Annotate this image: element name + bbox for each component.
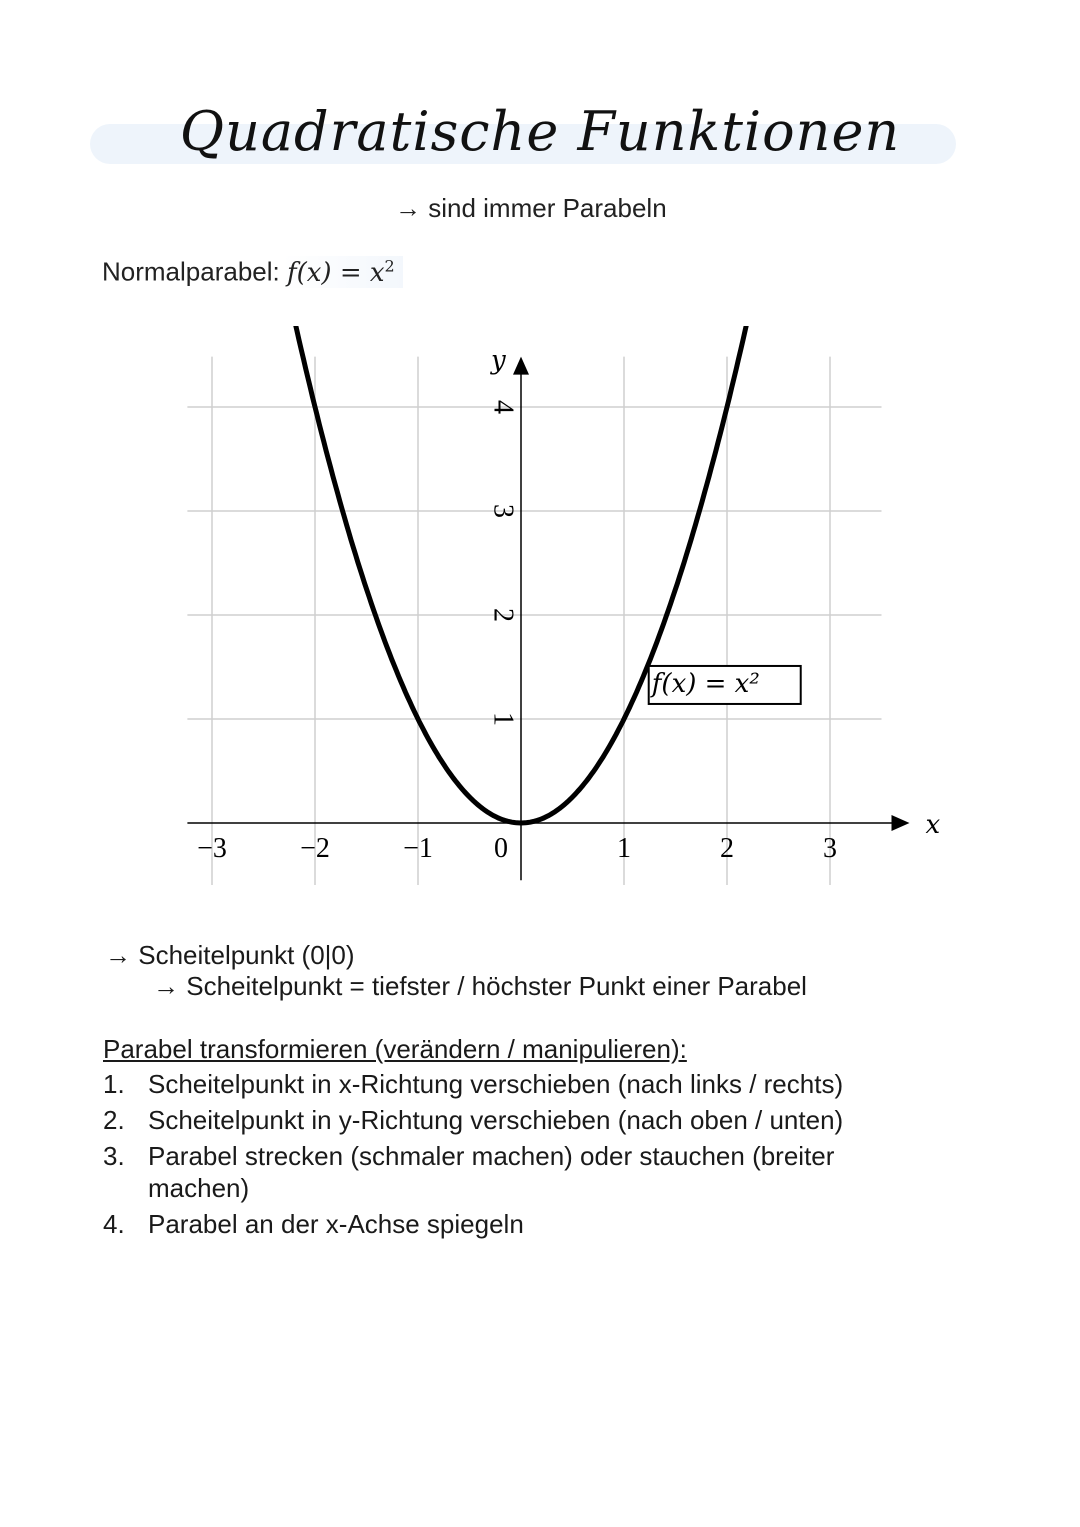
transform-heading: Parabel transformieren (verändern / manipulieren): — [103, 1034, 687, 1064]
step-text: Parabel strecken (schmaler machen) oder stauchen (breiter machen) — [148, 1141, 835, 1203]
vertex-note: → Scheitelpunkt (0|0) — [105, 940, 355, 970]
list-item — [103, 1104, 933, 1136]
step-number: 1. — [103, 1069, 125, 1099]
normal-formula-base: f(x) = x — [286, 257, 385, 288]
vertex-definition: → Scheitelpunkt = tiefster / höchster Punkt einer Parabel — [153, 971, 807, 1001]
annotation-text: f(x) = x² — [651, 668, 760, 699]
chart-tick-labels — [197, 400, 837, 864]
page-title: Quadratische Funktionen — [179, 100, 901, 163]
x-tick-label: −3 — [197, 833, 227, 864]
chart-axes — [187, 357, 909, 881]
x-tick-label: −1 — [403, 833, 433, 864]
function-annotation — [649, 666, 801, 704]
x-axis-label: x — [925, 810, 941, 840]
x-axis-arrow — [892, 815, 910, 831]
x-tick-label: 2 — [720, 833, 734, 864]
step-text: Scheitelpunkt in y-Richtung verschieben (nach oben / unten) — [148, 1105, 844, 1135]
x-tick-label: 0 — [494, 833, 508, 864]
step-text: Parabel an der x-Achse spiegeln — [148, 1209, 524, 1239]
y-axis-label: y — [491, 345, 506, 376]
y-tick-label: 1 — [487, 712, 519, 726]
x-tick-label: 3 — [823, 833, 837, 864]
step-number: 3. — [103, 1141, 125, 1171]
y-tick-label: 2 — [487, 608, 519, 622]
subtitle: → sind immer Parabeln — [395, 193, 667, 223]
list-item — [103, 1140, 933, 1204]
list-item — [103, 1208, 933, 1240]
x-tick-label: 1 — [617, 833, 631, 864]
y-tick-label: 4 — [487, 400, 519, 414]
step-number: 2. — [103, 1105, 125, 1135]
normal-label-text: Normalparabel: — [102, 256, 287, 287]
normal-formula-exponent: 2 — [384, 256, 395, 275]
list-item — [103, 1068, 933, 1100]
y-axis-arrow — [513, 357, 529, 375]
transform-steps — [103, 1068, 933, 1244]
x-tick-label: −2 — [300, 833, 330, 864]
chart-grid — [187, 357, 881, 885]
y-tick-label: 3 — [487, 504, 519, 518]
step-number: 4. — [103, 1209, 125, 1239]
step-text: Scheitelpunkt in x-Richtung verschieben (nach links / rechts) — [148, 1069, 844, 1099]
